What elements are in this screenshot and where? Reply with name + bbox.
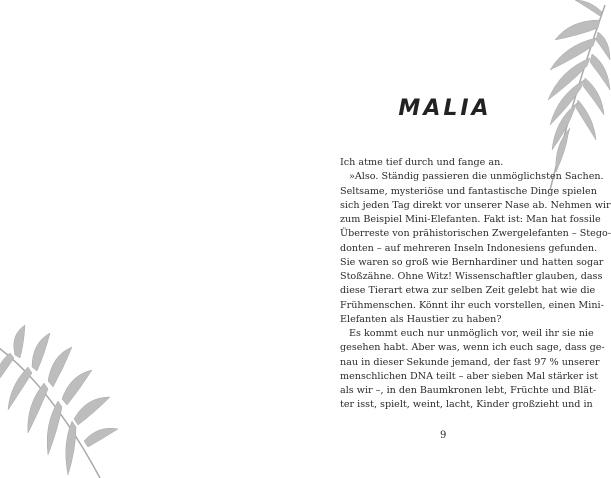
text-line: als wir –, in den Baumkronen lebt, Früchte und Blät- [340,385,597,396]
chapter-title: MALIA [398,96,492,121]
palm-leaf-bottom-left-illustration [0,325,120,478]
text-line: »Also. Ständig passieren die unmöglichsten Sachen. [349,171,604,183]
text-line: donten – auf mehreren Inseln Indonesiens gefunden. [340,242,598,254]
text-line: Überreste von prähistorischen Zwergelefanten – Stego- [340,228,611,240]
text-line: Elefanten als Haustier zu haben? [340,313,502,325]
text-line: diese Tierart etwa zur selben Zeit gelebt hat wie die [340,285,596,297]
text-line: sich jeden Tag direkt vor unserer Nase ab. Nehmen wir [340,199,611,211]
text-line: menschlichen DNA teilt – aber sieben Mal stärker ist [340,370,599,382]
text-line: ter isst, spielt, weint, lacht, Kinder großzieht und in [340,399,593,411]
text-line: gesehen habt. Aber was, wenn ich euch sage, dass ge- [340,342,605,354]
text-line: Sie waren so groß wie Bernhardiner und hatten sogar [340,256,604,268]
text-line: Ich atme tief durch und fange an. [340,157,504,168]
text-line: zum Beispiel Mini-Elefanten. Fakt ist: Man hat fossile [340,214,601,225]
page-number: 9 [440,430,447,441]
body-text [340,156,611,413]
text-line: Frühmenschen. Könnt ihr euch vorstellen, einen Mini- [340,299,604,311]
text-line: Stoßzähne. Ohne Witz! Wissenschaftler glauben, dass [340,271,603,282]
text-line: Es kommt euch nur unmöglich vor, weil ihr sie nie [349,328,594,339]
text-line: Seltsame, mysteriöse und fantastische Dinge spielen [340,185,597,197]
text-line: nau in dieser Sekunde jemand, der fast 97 % unserer [340,356,600,368]
